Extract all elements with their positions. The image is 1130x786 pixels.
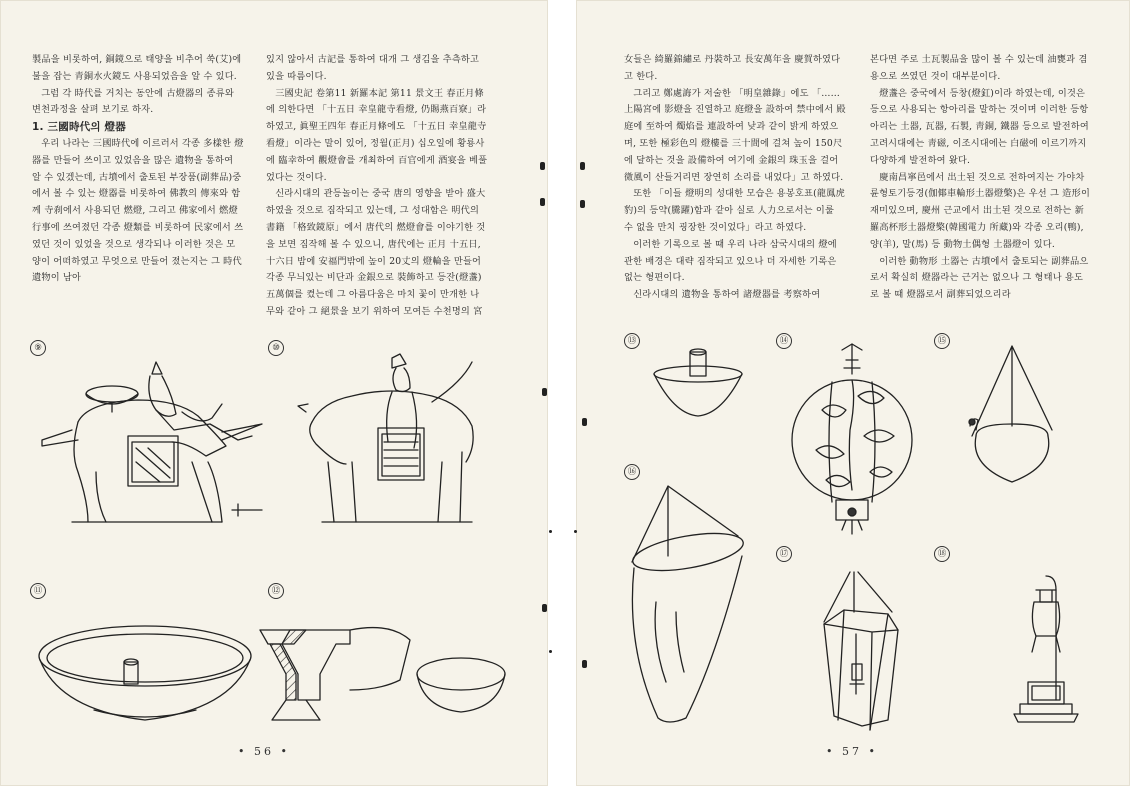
paragraph: 女들은 綺羅錦繡로 丹裝하고 長安萬年을 慶賀하였다고 한다. — [624, 54, 841, 82]
figure-10-warrior-lamp — [292, 352, 492, 532]
figure-number-15: ⑮ — [934, 333, 950, 349]
figure-number-16: ⑯ — [624, 464, 640, 480]
left-column-1 — [32, 52, 244, 287]
paragraph: 慶南昌寧邑에서 出土된 것으로 전하여지는 가야차륜형토기등경(伽倻車輪形土器燈檠)은 우선 그 造形이 재미있으며, 慶州 근교에서 出土된 것으로 전하는 新羅高杯形土器燈檠(韓國電力 所藏)와 각종 오리(鴨), 양(羊), 말(馬) 등 動物土偶형 土器燈이 있다. — [870, 171, 1091, 250]
binding-mark — [580, 200, 585, 208]
binding-mark — [574, 530, 577, 533]
binding-mark — [582, 418, 587, 426]
page-number-left: • 56 • — [238, 745, 290, 758]
paragraph: 三國史記 卷第11 新羅本記 第11 景文王 春正月條에 의한다면 「十五日 幸皇龍寺看燈, 仍賜燕百寮」라 하였고, 眞聖王四年 春正月條에도 「十五日 幸皇龍寺看燈」이라는 말이 있어, 정월(正月) 십오일에 황룡사에 臨幸하여 觀燈會를 개최하여 百官에게 酒宴을 베풀었다는 것이다. — [266, 87, 488, 183]
binding-mark — [549, 650, 552, 653]
binding-mark — [542, 388, 547, 396]
figure-number-14: ⑭ — [776, 333, 792, 349]
figure-number-13: ⑬ — [624, 333, 640, 349]
figure-number-12: ⑫ — [268, 583, 284, 599]
figure-number-18: ⑱ — [934, 546, 950, 562]
figure-11-flat-dish — [34, 618, 256, 728]
binding-mark — [542, 604, 547, 612]
figure-12-stand-and-bowl — [256, 610, 506, 730]
figure-16-horn-lamp — [626, 482, 752, 732]
paragraph: 이러한 기록으로 볼 때 우리 나라 삼국시대의 燈에 관한 배경은 대략 짐작되고 있으나 더 자세한 기록은 없는 형편이다. — [624, 238, 837, 284]
binding-mark — [580, 162, 585, 170]
figure-18-standing-lamp — [1006, 570, 1086, 730]
binding-mark — [549, 530, 552, 533]
paragraph: 燈盞은 중국에서 등창(燈釭)이라 하였는데, 이것은 등으로 사용되는 항아리를 말하는 것이며 이러한 등항아리는 土器, 瓦器, 石製, 靑銅, 鐵器 등으로 발전하여 고려시대에는 靑磁, 이조시대에는 白磁에 이르기까지 다양하게 발전하여 왔다. — [870, 87, 1089, 166]
figure-14-hanging-lantern — [786, 340, 916, 540]
page-number-right: • 57 • — [826, 745, 878, 758]
section-heading: 1. 三國時代의 燈器 — [32, 121, 126, 134]
figure-number-9: ⑨ — [30, 340, 46, 356]
figure-number-17: ⑰ — [776, 546, 792, 562]
paragraph: 그럼 각 時代를 거치는 동안에 古燈器의 종류와 변천과정을 살펴 보기로 하자. — [32, 87, 234, 116]
figure-9-rider-lamp — [32, 352, 272, 532]
book-gutter — [548, 0, 576, 786]
binding-mark — [582, 660, 587, 668]
paragraph: 신라시대의 관등놀이는 중국 唐의 영향을 받아 盛大하였을 것으로 짐작되고 있는데, 그 성대함은 明代의 書籍 「格致鏡原」에서 唐代의 燃燈會를 이야기한 것을 보면 짐작해 볼 수 있으니, 唐代에는 正月 十五日, 十六日 밤에 安福門밖에 높이 20丈의 燈輪을 만들어 각종 무늬있는 비단과 金銀으로 裝飾하고 등잔(燈盞) 五萬個를 켰는데 그 아름다움은 마치 꽃이 만개한 나무와 같아 그 絕景을 보기 위하여 모여든 수천명의 宮 — [266, 188, 486, 317]
right-column-1 — [624, 52, 846, 304]
figure-13-cup-lamp — [650, 346, 746, 426]
figure-number-11: ⑪ — [30, 583, 46, 599]
binding-mark — [540, 198, 545, 206]
paragraph: 있지 않아서 古記를 통하여 대개 그 생김을 추측하고 있을 따름이다. — [266, 54, 480, 82]
paragraph: 신라시대의 遺物을 통하여 諸燈器를 考察하여 — [633, 289, 821, 301]
paragraph: 이러한 動物形 土器는 古墳에서 출토되는 副葬品으로서 확실히 燈器라는 근거는 없으나 그 형태나 용도로 볼 때 燈器로서 副葬되었으리라 — [870, 255, 1089, 301]
right-column-2 — [870, 52, 1092, 304]
paragraph: 그리고 鄭處誨가 저술한 「明皇雜錄」에도 「……上陽宮에 影燈을 진열하고 庭燈을 設하여 禁中에서 殿庭에 至하여 燭焰를 連設하여 낮과 같이 밝게 하였으며, 또한 極彩色의 燈樓를 三十間에 걸쳐 높이 150尺에 달하는 것을 設備하여 여기에 金銀의 珠玉을 걸어 微風이 산들거리면 장연히 소리를 내었다」고 하였다. — [624, 87, 846, 183]
figure-17-cage-lamp — [810, 564, 914, 734]
paragraph: 또한 「이들 燈明의 성대한 모습은 용봉호표(龍鳳虎豹)의 등약(騰躍)함과 같아 실로 人力으로서는 이룰 수 없을 만치 굉장한 것이었다」라고 하였다. — [624, 188, 846, 233]
left-column-2 — [266, 52, 488, 321]
figure-15-hanging-pot — [960, 340, 1070, 490]
paragraph: 우리 나라는 三國時代에 이르러서 각종 多樣한 燈器를 만들어 쓰이고 있었음을 많은 遺物을 통하여 알 수 있겠는데, 古墳에서 출토된 부장품(副葬品)중에서 볼 수 있는 燈器를 비롯하여 佛教의 傳來와 함께 寺刹에서 사용되던 燃燈, 그리고 佛家에서 燃燈行事에 쓰여졌던 각종 燈類를 비롯하여 民家에서 쓰였던 것이 있었을 것으로 생각되나 이러한 것은 모양이 어떠하였고 무엇으로 만들어 졌는지는 그 時代 遺物이 남아 — [32, 137, 244, 284]
paragraph: 製品을 비롯하여, 銅鏡으로 태양을 비추어 쑥(艾)에 불을 잡는 青銅水火鏡도 사용되었음을 알 수 있다. — [32, 54, 242, 82]
paragraph: 본다면 주로 土瓦製品을 많이 볼 수 있는데 油甕과 겸용으로 쓰였던 것이 대부분이다. — [870, 54, 1088, 82]
binding-mark — [540, 162, 545, 170]
figure-number-10: ⑩ — [268, 340, 284, 356]
